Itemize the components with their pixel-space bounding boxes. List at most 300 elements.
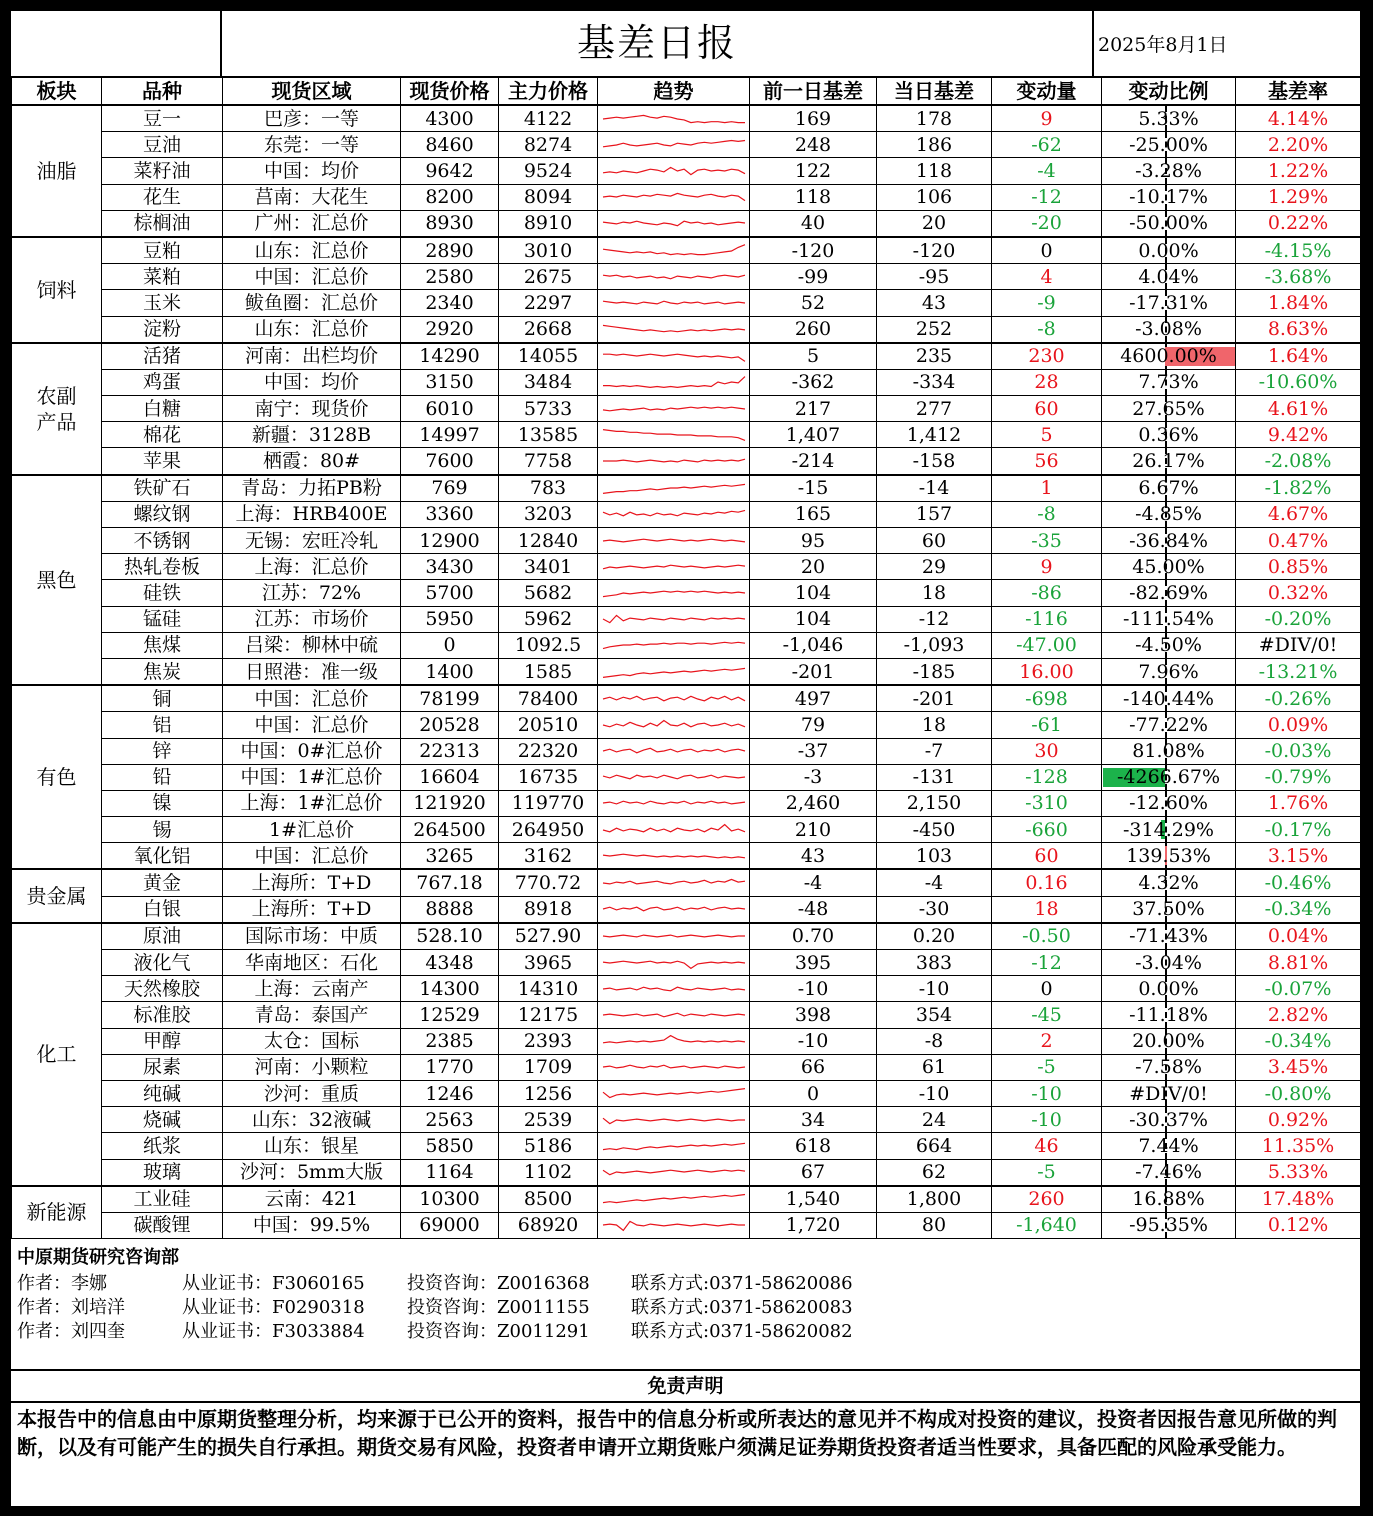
spot-region-cell: 广州：汇总价 [223, 210, 401, 237]
trend-line [603, 485, 745, 494]
prev-basis-cell: 104 [750, 580, 877, 606]
cur-basis-cell: 354 [877, 1002, 992, 1028]
change-ratio-value: -71.43% [1129, 925, 1208, 948]
trend-sparkline [601, 503, 747, 525]
header-row [12, 77, 1361, 106]
change-cell: -35 [992, 528, 1102, 554]
change-ratio-value: -7.58% [1135, 1056, 1202, 1079]
spot-price-cell: 1400 [401, 658, 499, 685]
spot-price-cell: 1164 [401, 1159, 499, 1186]
change-ratio-cell [1102, 554, 1236, 580]
main-price-cell: 770.72 [499, 869, 598, 896]
cur-basis-cell: -7 [877, 738, 992, 764]
cur-basis-cell: 383 [877, 950, 992, 976]
variety-cell: 焦炭 [102, 658, 223, 685]
table-row [12, 790, 1361, 816]
change-ratio-value: -4.50% [1135, 634, 1202, 657]
variety-cell: 甲醇 [102, 1028, 223, 1054]
spot-price-cell: 767.18 [401, 869, 499, 896]
spot-region-cell: 山东：汇总价 [223, 316, 401, 343]
sector-group [12, 869, 1361, 922]
cur-basis-cell: 1,412 [877, 422, 992, 448]
change-ratio-value: -3.04% [1135, 951, 1202, 974]
trend-sparkline [601, 898, 747, 920]
trend-line [603, 140, 745, 146]
change-cell: -0.50 [992, 923, 1102, 950]
basis-rate-cell: -0.26% [1236, 685, 1361, 712]
table-row [12, 580, 1361, 606]
spot-region-cell: 新疆：3128B [223, 422, 401, 448]
basis-rate-cell: 3.15% [1236, 843, 1361, 870]
variety-cell: 菜粕 [102, 264, 223, 290]
change-ratio-value: -3.28% [1135, 159, 1202, 182]
trend-cell [598, 606, 750, 632]
spot-region-cell: 国际市场：中质 [223, 923, 401, 950]
trend-line [603, 961, 745, 968]
change-ratio-cell [1102, 869, 1236, 896]
main-price-cell: 12840 [499, 528, 598, 554]
change-ratio-cell [1102, 1002, 1236, 1028]
change-ratio-value: -17.31% [1129, 291, 1208, 314]
change-ratio-cell [1102, 976, 1236, 1002]
change-ratio-value: -140.44% [1123, 687, 1214, 710]
sector-group [12, 105, 1361, 237]
change-ratio-value: 26.17% [1132, 450, 1205, 473]
main-price-cell: 2539 [499, 1107, 598, 1133]
basis-rate-cell: 11.35% [1236, 1133, 1361, 1159]
cur-basis-cell: 157 [877, 501, 992, 527]
trend-line [603, 643, 745, 649]
sector-group [12, 923, 1361, 1186]
cur-basis-cell: 277 [877, 396, 992, 422]
trend-sparkline [601, 978, 747, 1000]
variety-cell: 玻璃 [102, 1159, 223, 1186]
spot-region-cell: 中国：汇总价 [223, 843, 401, 870]
change-ratio-value: -4266.67% [1116, 766, 1221, 789]
trend-cell [598, 1080, 750, 1106]
trend-cell [598, 290, 750, 316]
table-row [12, 632, 1361, 658]
change-ratio-value: 7.73% [1138, 371, 1199, 394]
main-price-cell: 78400 [499, 685, 598, 712]
spot-region-cell: 栖霞：80# [223, 448, 401, 475]
change-ratio-value: -314.29% [1123, 818, 1214, 841]
spot-region-cell: 沙河：重质 [223, 1080, 401, 1106]
change-ratio-value: 4.04% [1138, 265, 1199, 288]
trend-cell [598, 738, 750, 764]
cur-basis-cell: 118 [877, 158, 992, 184]
prev-basis-cell: -3 [750, 764, 877, 790]
change-ratio-value: -7.46% [1135, 1161, 1202, 1184]
sector-group [12, 237, 1361, 343]
main-price-cell: 1102 [499, 1159, 598, 1186]
variety-cell: 铁矿石 [102, 475, 223, 502]
change-ratio-value: -50.00% [1129, 212, 1208, 235]
prev-basis-cell: 52 [750, 290, 877, 316]
basis-rate-cell: 4.67% [1236, 501, 1361, 527]
change-ratio-value: 16.88% [1132, 1188, 1205, 1211]
change-ratio-value: 0.00% [1138, 239, 1199, 262]
change-ratio-value: 20.00% [1132, 1030, 1205, 1053]
author-row [17, 1317, 1357, 1341]
change-ratio-value: -4.85% [1135, 503, 1202, 526]
trend-cell [598, 976, 750, 1002]
column-header: 基差率 [1236, 77, 1361, 106]
spot-price-cell: 22313 [401, 738, 499, 764]
change-cell: 0 [992, 976, 1102, 1002]
spot-region-cell: 上海：汇总价 [223, 554, 401, 580]
trend-cell [598, 869, 750, 896]
spot-region-cell: 上海所：T+D [223, 896, 401, 923]
trend-line [603, 1222, 745, 1231]
change-cell: 5 [992, 422, 1102, 448]
change-cell: -12 [992, 950, 1102, 976]
cur-basis-cell: -12 [877, 606, 992, 632]
spot-region-cell: 河南：小颗粒 [223, 1054, 401, 1080]
change-cell: -5 [992, 1159, 1102, 1186]
trend-cell [598, 1002, 750, 1028]
basis-rate-cell: 1.84% [1236, 290, 1361, 316]
main-price-cell: 8910 [499, 210, 598, 237]
trend-cell [598, 369, 750, 395]
main-price-cell: 3203 [499, 501, 598, 527]
column-header: 品种 [102, 77, 223, 106]
trend-cell [598, 210, 750, 237]
variety-cell: 黄金 [102, 869, 223, 896]
change-ratio-cell [1102, 790, 1236, 816]
trend-line [603, 377, 745, 388]
basis-rate-cell: 0.92% [1236, 1107, 1361, 1133]
variety-cell: 豆粕 [102, 237, 223, 264]
trend-sparkline [601, 371, 747, 393]
trend-sparkline [601, 1188, 747, 1210]
change-ratio-cell [1102, 950, 1236, 976]
basis-rate-cell: 17.48% [1236, 1186, 1361, 1213]
trend-cell [598, 132, 750, 158]
cur-basis-cell: 18 [877, 712, 992, 738]
trend-sparkline [601, 292, 747, 314]
variety-cell: 不锈钢 [102, 528, 223, 554]
prev-basis-cell: 122 [750, 158, 877, 184]
change-cell: 2 [992, 1028, 1102, 1054]
table-row [12, 528, 1361, 554]
change-ratio-value: #DIV/0! [1129, 1082, 1208, 1105]
basis-rate-cell: 1.76% [1236, 790, 1361, 816]
change-ratio-cell [1102, 738, 1236, 764]
change-ratio-cell [1102, 632, 1236, 658]
variety-cell: 尿素 [102, 1054, 223, 1080]
change-ratio-cell [1102, 1028, 1236, 1054]
prev-basis-cell: 0 [750, 1080, 877, 1106]
basis-rate-cell: -0.20% [1236, 606, 1361, 632]
spot-price-cell: 264500 [401, 817, 499, 843]
variety-cell: 锰硅 [102, 606, 223, 632]
trend-line [603, 616, 745, 623]
change-cell: -310 [992, 790, 1102, 816]
spot-price-cell: 1770 [401, 1054, 499, 1080]
change-ratio-value: 0.36% [1138, 423, 1199, 446]
variety-cell: 液化气 [102, 950, 223, 976]
table-row [12, 369, 1361, 395]
change-ratio-cell [1102, 764, 1236, 790]
trend-cell [598, 184, 750, 210]
variety-cell: 鸡蛋 [102, 369, 223, 395]
spot-region-cell: 吕梁：柳林中硫 [223, 632, 401, 658]
spot-region-cell: 巴彦：一等 [223, 105, 401, 132]
trend-sparkline [601, 1004, 747, 1026]
table-row [12, 1107, 1361, 1133]
prev-basis-cell: 0.70 [750, 923, 877, 950]
cur-basis-cell: 61 [877, 1054, 992, 1080]
trend-cell [598, 1186, 750, 1213]
spot-price-cell: 3430 [401, 554, 499, 580]
cur-basis-cell: 29 [877, 554, 992, 580]
spot-region-cell: 山东：银星 [223, 1133, 401, 1159]
spot-region-cell: 云南：421 [223, 1186, 401, 1213]
trend-sparkline [601, 530, 747, 552]
trend-sparkline [601, 1030, 747, 1052]
prev-basis-cell: -4 [750, 869, 877, 896]
cur-basis-cell: 1,800 [877, 1186, 992, 1213]
variety-cell: 棕榈油 [102, 210, 223, 237]
trend-cell [598, 1107, 750, 1133]
column-header: 前一日基差 [750, 77, 877, 106]
main-price-cell: 5186 [499, 1133, 598, 1159]
main-price-cell: 5733 [499, 396, 598, 422]
sector-group [12, 1186, 1361, 1239]
prev-basis-cell: 248 [750, 132, 877, 158]
change-ratio-value: -77.22% [1129, 713, 1208, 736]
trend-line [603, 459, 745, 462]
main-price-cell: 3965 [499, 950, 598, 976]
main-price-cell: 8500 [499, 1186, 598, 1213]
cur-basis-cell: 178 [877, 105, 992, 132]
trend-line [603, 854, 745, 858]
prev-basis-cell: 95 [750, 528, 877, 554]
trend-sparkline [601, 160, 747, 182]
trend-line [603, 1170, 745, 1175]
change-ratio-cell [1102, 316, 1236, 343]
spot-region-cell: 中国：汇总价 [223, 264, 401, 290]
trend-sparkline [601, 318, 747, 340]
change-cell: -47.00 [992, 632, 1102, 658]
spot-region-cell: 中国：0#汇总价 [223, 738, 401, 764]
trend-line [603, 824, 745, 831]
table-row [12, 316, 1361, 343]
table-row [12, 658, 1361, 685]
cur-basis-cell: 664 [877, 1133, 992, 1159]
change-ratio-value: 45.00% [1132, 555, 1205, 578]
trend-line [603, 1118, 745, 1123]
table-row [12, 448, 1361, 475]
cur-basis-cell: -120 [877, 237, 992, 264]
column-header: 现货价格 [401, 77, 499, 106]
table-row [12, 210, 1361, 237]
sector-cell: 油脂 [12, 105, 102, 237]
column-header: 现货区域 [223, 77, 401, 106]
change-cell: -660 [992, 817, 1102, 843]
change-cell: 16.00 [992, 658, 1102, 685]
table-row [12, 896, 1361, 923]
prev-basis-cell: 43 [750, 843, 877, 870]
trend-sparkline [601, 608, 747, 630]
trend-line [603, 275, 745, 279]
basis-rate-cell: 8.63% [1236, 316, 1361, 343]
spot-region-cell: 上海：HRB400E [223, 501, 401, 527]
change-cell: 56 [992, 448, 1102, 475]
spot-price-cell: 12900 [401, 528, 499, 554]
change-ratio-value: -82.69% [1129, 581, 1208, 604]
trend-sparkline [601, 186, 747, 208]
table-row [12, 184, 1361, 210]
cur-basis-cell: 60 [877, 528, 992, 554]
basis-rate-cell: -13.21% [1236, 658, 1361, 685]
table-row [12, 1133, 1361, 1159]
change-ratio-value: -25.00% [1129, 133, 1208, 156]
trend-sparkline [601, 819, 747, 841]
basis-rate-cell: -1.82% [1236, 475, 1361, 502]
trend-line [603, 539, 745, 542]
sector-group [12, 343, 1361, 475]
change-ratio-cell [1102, 923, 1236, 950]
trend-cell [598, 105, 750, 132]
trend-line [603, 987, 745, 991]
trend-cell [598, 1133, 750, 1159]
variety-cell: 白糖 [102, 396, 223, 422]
trend-line [603, 222, 745, 227]
prev-basis-cell: -99 [750, 264, 877, 290]
main-price-cell: 3484 [499, 369, 598, 395]
spot-region-cell: 青岛：泰国产 [223, 1002, 401, 1028]
main-price-cell: 13585 [499, 422, 598, 448]
basis-rate-cell: 0.32% [1236, 580, 1361, 606]
basis-rate-cell: -0.17% [1236, 817, 1361, 843]
main-price-cell: 3401 [499, 554, 598, 580]
prev-basis-cell: 5 [750, 343, 877, 370]
trend-cell [598, 580, 750, 606]
spot-region-cell: 中国：1#汇总价 [223, 764, 401, 790]
change-ratio-value: 27.65% [1132, 397, 1205, 420]
spot-region-cell: 东莞：一等 [223, 132, 401, 158]
trend-sparkline [601, 424, 747, 446]
change-ratio-cell [1102, 237, 1236, 264]
table-row [12, 105, 1361, 132]
basis-rate-cell: 4.14% [1236, 105, 1361, 132]
basis-rate-cell: 2.82% [1236, 1002, 1361, 1028]
main-price-cell: 3162 [499, 843, 598, 870]
spot-price-cell: 6010 [401, 396, 499, 422]
change-cell: 18 [992, 896, 1102, 923]
variety-cell: 玉米 [102, 290, 223, 316]
trend-sparkline [601, 556, 747, 578]
trend-sparkline [601, 661, 747, 683]
table-row [12, 950, 1361, 976]
change-cell: 60 [992, 843, 1102, 870]
trend-cell [598, 685, 750, 712]
cur-basis-cell: -14 [877, 475, 992, 502]
spot-price-cell: 528.10 [401, 923, 499, 950]
table-row [12, 396, 1361, 422]
spot-price-cell: 2385 [401, 1028, 499, 1054]
author-contact: 联系方式:0371-58620083 [631, 1297, 853, 1318]
author-contact: 联系方式:0371-58620082 [631, 1321, 853, 1342]
main-price-cell: 1585 [499, 658, 598, 685]
trend-cell [598, 817, 750, 843]
spot-region-cell: 太仓：国标 [223, 1028, 401, 1054]
basis-rate-cell: 0.04% [1236, 923, 1361, 950]
change-ratio-cell [1102, 528, 1236, 554]
spot-price-cell: 12529 [401, 1002, 499, 1028]
prev-basis-cell: 2,460 [750, 790, 877, 816]
trend-line [603, 167, 745, 174]
trend-sparkline [601, 212, 747, 234]
main-price-cell: 3010 [499, 237, 598, 264]
trend-line [603, 936, 745, 938]
prev-basis-cell: -362 [750, 369, 877, 395]
table-row [12, 764, 1361, 790]
change-ratio-cell [1102, 1054, 1236, 1080]
change-cell: 9 [992, 105, 1102, 132]
spot-price-cell: 69000 [401, 1212, 499, 1238]
table-row [12, 923, 1361, 950]
table-row [12, 501, 1361, 527]
trend-cell [598, 896, 750, 923]
trend-cell [598, 790, 750, 816]
change-ratio-cell [1102, 448, 1236, 475]
trend-line [603, 115, 745, 122]
prev-basis-cell: -10 [750, 976, 877, 1002]
trend-line [603, 879, 745, 884]
cur-basis-cell: 24 [877, 1107, 992, 1133]
trend-sparkline [601, 714, 747, 736]
change-ratio-value: 5.33% [1138, 107, 1199, 130]
title-blank-cell [11, 11, 222, 76]
basis-rate-cell: -4.15% [1236, 237, 1361, 264]
variety-cell: 镍 [102, 790, 223, 816]
spot-price-cell: 8930 [401, 210, 499, 237]
cur-basis-cell: 252 [877, 316, 992, 343]
change-cell: 1 [992, 475, 1102, 502]
trend-cell [598, 396, 750, 422]
spot-price-cell: 7600 [401, 448, 499, 475]
spot-price-cell: 20528 [401, 712, 499, 738]
cur-basis-cell: 43 [877, 290, 992, 316]
table-row [12, 1159, 1361, 1186]
trend-sparkline [601, 766, 747, 788]
change-ratio-value: -10.17% [1129, 186, 1208, 209]
main-price-cell: 7758 [499, 448, 598, 475]
author-row [17, 1293, 1357, 1317]
trend-line [603, 907, 745, 911]
trend-sparkline [601, 108, 747, 130]
table-row [12, 685, 1361, 712]
table-row [12, 817, 1361, 843]
cur-basis-cell: -131 [877, 764, 992, 790]
table-row [12, 869, 1361, 896]
variety-cell: 热轧卷板 [102, 554, 223, 580]
basis-rate-cell: #DIV/0! [1236, 632, 1361, 658]
spot-price-cell: 8460 [401, 132, 499, 158]
trend-sparkline [601, 450, 747, 472]
change-cell: 260 [992, 1186, 1102, 1213]
sector-cell: 黑色 [12, 475, 102, 686]
change-cell: -8 [992, 501, 1102, 527]
table-row [12, 158, 1361, 184]
cur-basis-cell: -95 [877, 264, 992, 290]
variety-cell: 锌 [102, 738, 223, 764]
footer-org: 中原期货研究咨询部 [17, 1247, 179, 1268]
trend-cell [598, 528, 750, 554]
